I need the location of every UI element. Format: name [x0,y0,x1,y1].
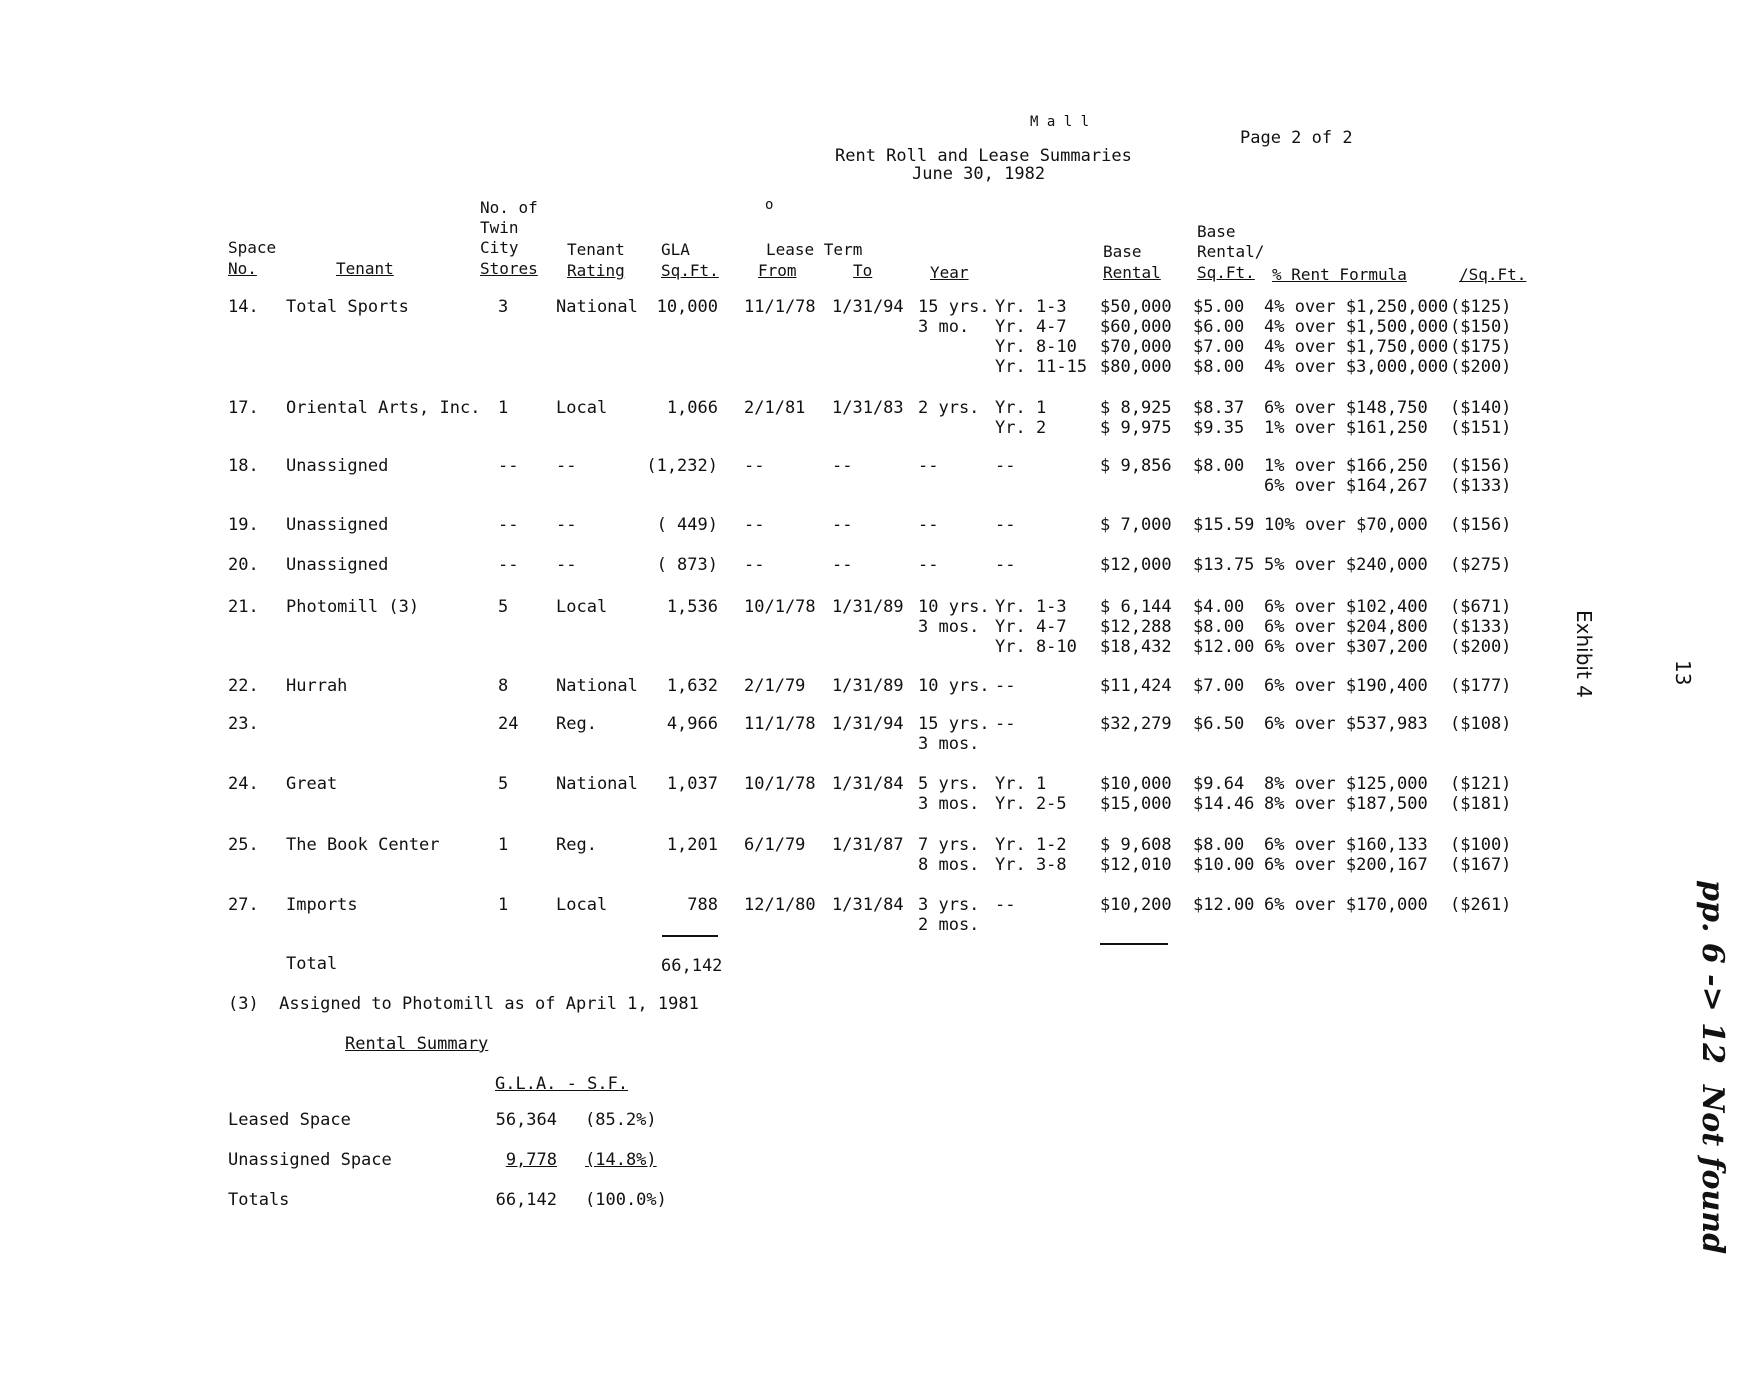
cell-gla: 1,201 [666,835,718,855]
cell-term: -- [918,515,939,535]
document-subtitle: Rent Roll and Lease Summaries [835,146,1132,166]
cell-base-sf: $6.50 [1193,714,1245,734]
col-header-pct-formula: % Rent Formula [1272,265,1407,284]
cell-term: 15 yrs. [918,714,990,734]
cell-base-sf: $13.75 [1193,555,1255,575]
cell-formula: 4% over $1,750,000 [1264,337,1449,357]
document-title: M a l l [1030,114,1090,130]
cell-tenant: Oriental Arts, Inc. [286,398,481,418]
cell-term: 10 yrs. [918,597,990,617]
cell-tenant: Unassigned [286,456,389,476]
cell-per-sf: ($181) [1450,794,1512,814]
cell-base: $10,200 [1100,895,1172,915]
cell-term: 8 mos. [918,855,980,875]
cell-per-sf: ($140) [1450,398,1512,418]
col-header-from: From [758,261,797,280]
summary-title: Rental Summary [345,1034,489,1054]
summary-value: 66,142 [495,1190,557,1210]
cell-term: 7 yrs. [918,835,980,855]
col-header-rating-2: Rating [567,261,625,280]
cell-from: 11/1/78 [744,297,816,317]
cell-formula: 6% over $204,800 [1264,617,1428,637]
cell-stores: 5 [498,774,509,794]
cell-space: 14. [228,297,259,317]
cell-per-sf: ($125) [1450,297,1512,317]
cell-stores: 24 [498,714,519,734]
cell-space: 23. [228,714,259,734]
col-header-stores-3: City [480,238,519,257]
cell-to: -- [832,515,853,535]
cell-gla: 1,632 [666,676,718,696]
footnote: (3) Assigned to Photomill as of April 1, 1981 [228,994,699,1014]
cell-per-sf: ($150) [1450,317,1512,337]
cell-stores: -- [498,456,519,476]
cell-per-sf: ($133) [1450,476,1512,496]
cell-term: -- [918,456,939,476]
cell-term: 5 yrs. [918,774,980,794]
cell-rating: National [556,774,638,794]
cell-term: 15 yrs. [918,297,990,317]
total-gla: 66,142 [661,956,723,976]
cell-base: $50,000 [1100,297,1172,317]
cell-yr: -- [995,555,1016,575]
col-header-gla-1: GLA [661,240,690,259]
cell-per-sf: ($671) [1450,597,1512,617]
cell-stores: 1 [498,835,509,855]
cell-to: 1/31/89 [832,597,904,617]
cell-to: 1/31/87 [832,835,904,855]
col-header-stores-2: Twin [480,218,519,237]
cell-base-sf: $14.46 [1193,794,1255,814]
cell-base-sf: $7.00 [1193,337,1245,357]
cell-tenant: Unassigned [286,555,389,575]
col-header-to: To [853,261,873,280]
cell-per-sf: ($200) [1450,357,1512,377]
cell-yr: Yr. 4-7 [995,317,1067,337]
summary-label: Unassigned Space [228,1150,392,1170]
cell-to: -- [832,456,853,476]
cell-base-sf: $9.64 [1193,774,1245,794]
cell-yr: -- [995,515,1016,535]
cell-space: 19. [228,515,259,535]
cell-base-sf: $9.35 [1193,418,1245,438]
cell-gla: 1,536 [666,597,718,617]
summary-col-header: G.L.A. - S.F. [495,1074,629,1094]
cell-base-sf: $10.00 [1193,855,1255,875]
stray-mark: o [765,197,774,213]
cell-base-sf: $8.00 [1193,357,1245,377]
cell-to: 1/31/94 [832,297,904,317]
col-header-base-rental-2: Rental [1103,263,1161,282]
cell-to: 1/31/84 [832,774,904,794]
cell-rating: National [556,676,638,696]
base-rental-rule [1100,943,1168,945]
cell-stores: -- [498,515,519,535]
cell-gla: 1,066 [666,398,718,418]
cell-rating: Local [556,398,608,418]
cell-base: $ 9,975 [1100,418,1172,438]
cell-yr: Yr. 2-5 [995,794,1067,814]
cell-space: 27. [228,895,259,915]
cell-formula: 6% over $307,200 [1264,637,1428,657]
col-header-gla-2: Sq.Ft. [661,261,719,280]
summary-value: 9,778 [505,1150,557,1170]
cell-yr: Yr. 8-10 [995,337,1077,357]
cell-tenant: Unassigned [286,515,389,535]
cell-base: $12,000 [1100,555,1172,575]
cell-to: 1/31/89 [832,676,904,696]
cell-per-sf: ($100) [1450,835,1512,855]
cell-base-sf: $4.00 [1193,597,1245,617]
cell-base: $ 7,000 [1100,515,1172,535]
cell-tenant: The Book Center [286,835,440,855]
cell-base: $ 8,925 [1100,398,1172,418]
cell-base: $60,000 [1100,317,1172,337]
page-indicator: Page 2 of 2 [1240,128,1353,148]
document-date: June 30, 1982 [912,164,1046,184]
cell-term: 3 mos. [918,617,980,637]
cell-formula: 1% over $166,250 [1264,456,1428,476]
col-header-tenant: Tenant [336,259,394,278]
cell-gla: 4,966 [666,714,718,734]
cell-space: 17. [228,398,259,418]
summary-pct: (14.8%) [585,1150,657,1170]
col-header-base-rental-1: Base [1103,242,1142,261]
cell-yr: Yr. 4-7 [995,617,1067,637]
cell-yr: Yr. 1-2 [995,835,1067,855]
cell-rating: -- [556,456,577,476]
cell-yr: Yr. 1-3 [995,597,1067,617]
cell-term: 2 mos. [918,915,980,935]
cell-formula: 10% over $70,000 [1264,515,1428,535]
cell-base: $18,432 [1100,637,1172,657]
cell-rating: Reg. [556,835,597,855]
cell-per-sf: ($151) [1450,418,1512,438]
col-header-space-2: No. [228,259,257,278]
cell-from: 10/1/78 [744,597,816,617]
cell-gla: ( 449) [656,515,718,535]
summary-pct: (100.0%) [585,1190,667,1210]
cell-yr: Yr. 8-10 [995,637,1077,657]
cell-formula: 6% over $170,000 [1264,895,1428,915]
col-header-lease-term: Lease Term [766,240,863,259]
cell-tenant: Total Sports [286,297,409,317]
col-header-base-sqft-3: Sq.Ft. [1197,263,1255,282]
cell-base-sf: $12.00 [1193,637,1255,657]
cell-base: $ 9,608 [1100,835,1172,855]
cell-yr: -- [995,456,1016,476]
cell-base-sf: $7.00 [1193,676,1245,696]
cell-base: $11,424 [1100,676,1172,696]
col-header-space-1: Space [228,238,277,257]
cell-per-sf: ($261) [1450,895,1512,915]
cell-gla: (1,232) [646,456,718,476]
cell-term: 3 yrs. [918,895,980,915]
cell-stores: 1 [498,398,509,418]
cell-rating: Local [556,597,608,617]
cell-from: -- [744,555,765,575]
summary-label: Totals [228,1190,290,1210]
cell-yr: Yr. 2 [995,418,1047,438]
handwritten-note: pp. 6 -> 12 Not found [1695,880,1730,1255]
cell-stores: -- [498,555,519,575]
cell-term: 3 mos. [918,734,980,754]
cell-to: 1/31/84 [832,895,904,915]
cell-space: 25. [228,835,259,855]
cell-formula: 6% over $160,133 [1264,835,1428,855]
cell-to: -- [832,555,853,575]
cell-base-sf: $6.00 [1193,317,1245,337]
col-header-per-sqft: /Sq.Ft. [1459,265,1527,284]
cell-per-sf: ($121) [1450,774,1512,794]
cell-from: 2/1/81 [744,398,806,418]
cell-base-sf: $8.37 [1193,398,1245,418]
col-header-base-sqft-1: Base [1197,222,1236,241]
cell-per-sf: ($156) [1450,515,1512,535]
cell-base: $70,000 [1100,337,1172,357]
col-header-rating-1: Tenant [567,240,625,259]
cell-stores: 3 [498,297,509,317]
cell-base: $ 6,144 [1100,597,1172,617]
cell-term: 3 mo. [918,317,970,337]
cell-gla: 788 [687,895,718,915]
cell-from: 6/1/79 [744,835,806,855]
cell-yr: -- [995,676,1016,696]
cell-yr: Yr. 3-8 [995,855,1067,875]
cell-from: 10/1/78 [744,774,816,794]
cell-gla: 1,037 [666,774,718,794]
cell-space: 21. [228,597,259,617]
cell-rating: Reg. [556,714,597,734]
cell-per-sf: ($177) [1450,676,1512,696]
cell-tenant: Great [286,774,338,794]
cell-rating: Local [556,895,608,915]
summary-pct: (85.2%) [585,1110,657,1130]
cell-from: 12/1/80 [744,895,816,915]
col-header-stores-4: Stores [480,259,538,278]
cell-base: $12,288 [1100,617,1172,637]
cell-base: $32,279 [1100,714,1172,734]
cell-per-sf: ($200) [1450,637,1512,657]
cell-yr: Yr. 1 [995,398,1047,418]
cell-gla: ( 873) [656,555,718,575]
cell-tenant: Hurrah [286,676,348,696]
cell-per-sf: ($167) [1450,855,1512,875]
cell-rating: -- [556,555,577,575]
cell-formula: 5% over $240,000 [1264,555,1428,575]
cell-to: 1/31/83 [832,398,904,418]
cell-yr: -- [995,895,1016,915]
summary-label: Leased Space [228,1110,351,1130]
col-header-year: Year [930,263,969,282]
cell-yr: Yr. 1 [995,774,1047,794]
cell-base-sf: $8.00 [1193,617,1245,637]
cell-yr: Yr. 11-15 [995,357,1088,377]
cell-from: 2/1/79 [744,676,806,696]
cell-to: 1/31/94 [832,714,904,734]
cell-formula: 4% over $1,250,000 [1264,297,1449,317]
cell-formula: 6% over $102,400 [1264,597,1428,617]
cell-stores: 1 [498,895,509,915]
cell-per-sf: ($275) [1450,555,1512,575]
cell-formula: 4% over $1,500,000 [1264,317,1449,337]
cell-formula: 1% over $161,250 [1264,418,1428,438]
cell-formula: 6% over $148,750 [1264,398,1428,418]
cell-base: $15,000 [1100,794,1172,814]
cell-base-sf: $5.00 [1193,297,1245,317]
cell-base-sf: $15.59 [1193,515,1255,535]
cell-formula: 6% over $164,267 [1264,476,1428,496]
cell-from: -- [744,456,765,476]
cell-formula: 6% over $200,167 [1264,855,1428,875]
cell-formula: 6% over $190,400 [1264,676,1428,696]
cell-formula: 6% over $537,983 [1264,714,1428,734]
cell-base: $12,010 [1100,855,1172,875]
cell-term: 3 mos. [918,794,980,814]
cell-space: 20. [228,555,259,575]
cell-stores: 5 [498,597,509,617]
gla-total-rule [662,935,718,937]
page-number: 13 [1671,660,1695,686]
cell-term: -- [918,555,939,575]
cell-formula: 8% over $125,000 [1264,774,1428,794]
cell-rating: National [556,297,638,317]
cell-per-sf: ($156) [1450,456,1512,476]
total-label: Total [286,954,338,974]
cell-space: 22. [228,676,259,696]
cell-tenant: Photomill (3) [286,597,420,617]
cell-stores: 8 [498,676,509,696]
cell-base: $80,000 [1100,357,1172,377]
cell-formula: 4% over $3,000,000 [1264,357,1449,377]
cell-per-sf: ($175) [1450,337,1512,357]
cell-from: 11/1/78 [744,714,816,734]
cell-formula: 8% over $187,500 [1264,794,1428,814]
cell-tenant: Imports [286,895,358,915]
cell-base: $ 9,856 [1100,456,1172,476]
cell-per-sf: ($133) [1450,617,1512,637]
cell-space: 18. [228,456,259,476]
cell-base: $10,000 [1100,774,1172,794]
col-header-base-sqft-2: Rental/ [1197,242,1265,261]
cell-rating: -- [556,515,577,535]
col-header-stores-1: No. of [480,198,538,217]
cell-yr: Yr. 1-3 [995,297,1067,317]
cell-gla: 10,000 [656,297,718,317]
cell-base-sf: $12.00 [1193,895,1255,915]
summary-value: 56,364 [495,1110,557,1130]
cell-per-sf: ($108) [1450,714,1512,734]
exhibit-label: Exhibit 4 [1572,610,1596,698]
cell-space: 24. [228,774,259,794]
cell-base-sf: $8.00 [1193,835,1245,855]
cell-from: -- [744,515,765,535]
cell-base-sf: $8.00 [1193,456,1245,476]
cell-yr: -- [995,714,1016,734]
cell-term: 2 yrs. [918,398,980,418]
cell-term: 10 yrs. [918,676,990,696]
